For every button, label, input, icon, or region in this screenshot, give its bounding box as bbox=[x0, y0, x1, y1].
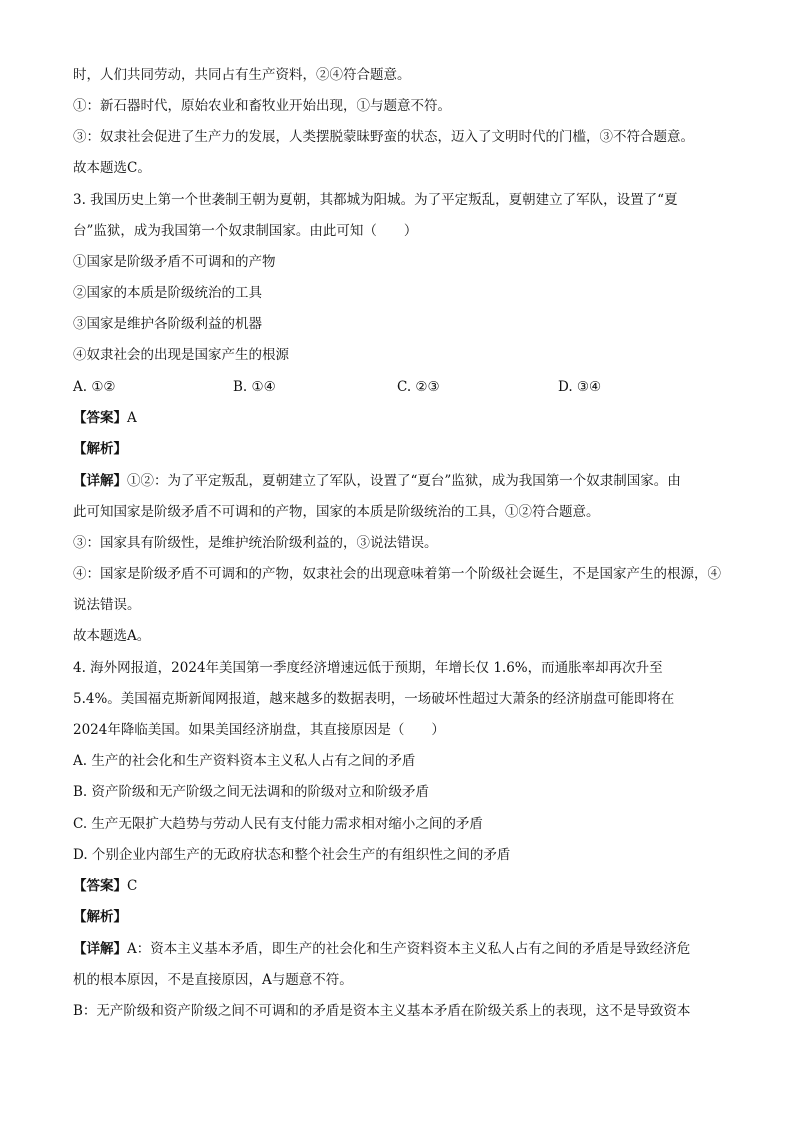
option-a: A. 生产的社会化和生产资料资本主义私人占有之间的矛盾 bbox=[73, 753, 416, 769]
option-a: A. ①② bbox=[73, 379, 116, 395]
option-b: B. ①④ bbox=[233, 379, 276, 395]
detail-line: 故本题选A。 bbox=[73, 628, 151, 644]
detail-tag: 【详解】 bbox=[73, 941, 127, 957]
detail-line bbox=[73, 940, 690, 958]
question-4-stem: 2024年降临美国。如果美国经济崩盘，其直接原因是（ ） bbox=[73, 722, 445, 738]
detail-line: 机的根本原因，不是直接原因，A与题意不符。 bbox=[73, 972, 353, 988]
answer-line bbox=[73, 409, 137, 427]
analysis-tag: 【解析】 bbox=[73, 909, 127, 925]
option-d: D. 个别企业内部生产的无政府状态和整个社会生产的有组织性之间的矛盾 bbox=[73, 847, 511, 863]
statement-item: ①国家是阶级矛盾不可调和的产物 bbox=[73, 254, 276, 270]
detail-line: B：无产阶级和资产阶级之间不可调和的矛盾是资本主义基本矛盾在阶级关系上的表现，这不是导致资本 bbox=[73, 1003, 691, 1019]
statement-item: ④奴隶社会的出现是国家产生的根源 bbox=[73, 347, 289, 363]
text-line: ①：新石器时代，原始农业和畜牧业开始出现，①与题意不符。 bbox=[73, 98, 451, 114]
statement-item: ②国家的本质是阶级统治的工具 bbox=[73, 285, 262, 301]
answer-line bbox=[73, 877, 137, 895]
question-4-stem: 5.4%。美国福克斯新闻网报道，越来越多的数据表明，一场破坏性超过大萧条的经济崩盘可能即将在 bbox=[73, 691, 675, 707]
text-line: 故本题选C。 bbox=[73, 160, 151, 176]
detail-line: ④：国家是阶级矛盾不可调和的产物，奴隶社会的出现意味着第一个阶级社会诞生，不是国家产生的根源，④ bbox=[73, 566, 721, 582]
text-line: 时，人们共同劳动，共同占有生产资料，②④符合题意。 bbox=[73, 67, 411, 83]
text-line: ③：奴隶社会促进了生产力的发展，人类摆脱蒙昧野蛮的状态，迈入了文明时代的门槛，③不符合题意。 bbox=[73, 129, 694, 145]
statement-item: ③国家是维护各阶级利益的机器 bbox=[73, 316, 262, 332]
answer-value: C bbox=[127, 878, 138, 894]
detail-line: 说法错误。 bbox=[73, 597, 141, 613]
answer-tag: 【答案】 bbox=[73, 878, 127, 894]
detail-text: ①②：为了平定叛乱，夏朝建立了军队，设置了“夏台”监狱，成为我国第一个奴隶制国家。由 bbox=[127, 473, 681, 489]
question-4-stem: 4. 海外网报道，2024年美国第一季度经济增速远低于预期，年增长仅 1.6%，而通胀率却再次升至 bbox=[73, 660, 663, 676]
answer-tag: 【答案】 bbox=[73, 410, 127, 426]
option-d: D. ③④ bbox=[558, 379, 602, 395]
analysis-tag: 【解析】 bbox=[73, 441, 127, 457]
answer-value: A bbox=[127, 410, 137, 426]
detail-line: 此可知国家是阶级矛盾不可调和的产物，国家的本质是阶级统治的工具，①②符合题意。 bbox=[73, 504, 600, 520]
detail-line bbox=[73, 472, 681, 490]
option-b: B. 资产阶级和无产阶级之间无法调和的阶级对立和阶级矛盾 bbox=[73, 784, 430, 800]
option-c: C. 生产无限扩大趋势与劳动人民有支付能力需求相对缩小之间的矛盾 bbox=[73, 816, 483, 832]
question-3-stem: 台”监狱，成为我国第一个奴隶制国家。由此可知（ ） bbox=[73, 223, 418, 239]
detail-text: A：资本主义基本矛盾，即生产的社会化和生产资料资本主义私人占有之间的矛盾是导致经济危 bbox=[127, 941, 691, 957]
detail-tag: 【详解】 bbox=[73, 473, 127, 489]
option-c: C. ②③ bbox=[397, 379, 440, 395]
detail-line: ③：国家具有阶级性，是维护统治阶级利益的，③说法错误。 bbox=[73, 535, 438, 551]
question-3-stem: 3. 我国历史上第一个世袭制王朝为夏朝，其都城为阳城。为了平定叛乱，夏朝建立了军队，设置了“夏 bbox=[73, 192, 678, 208]
